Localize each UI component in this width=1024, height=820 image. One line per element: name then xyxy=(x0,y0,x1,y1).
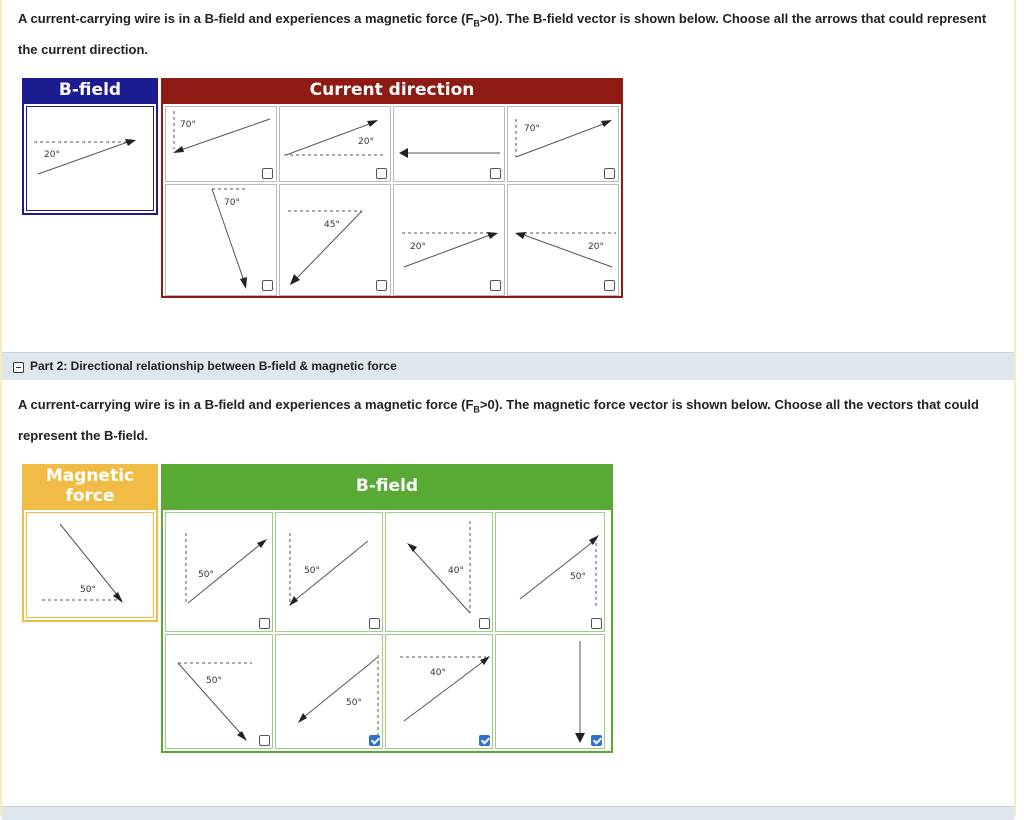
bfield-option-5[interactable] xyxy=(165,634,273,749)
current-option-6[interactable] xyxy=(279,184,391,296)
bfield-header: B-field xyxy=(22,78,158,102)
current-options-grid xyxy=(161,102,623,298)
current-option-1[interactable] xyxy=(165,106,277,182)
current-option-8[interactable] xyxy=(507,184,619,296)
current-option-5[interactable] xyxy=(165,184,277,296)
part1-question: A current-carrying wire is in a B-field and experiences a magnetic force $(F_B>0)$. The B-field vector is shown below. Choose all the arrows that could represent the current direction. xyxy=(18,11,987,57)
magnetic-force-header: Magnetic force xyxy=(22,464,158,508)
part2-section-bar[interactable] xyxy=(2,352,1014,380)
current-option-1-checkbox[interactable] xyxy=(262,168,273,179)
bfield-option-4-checkbox[interactable] xyxy=(591,618,602,629)
current-option-4[interactable] xyxy=(507,106,619,182)
bfield-option-6-checkbox[interactable] xyxy=(369,735,380,746)
force-given-arrow xyxy=(24,510,156,620)
current-option-1-angle: 70° xyxy=(180,120,196,130)
current-option-8-angle: 20° xyxy=(588,242,604,252)
force-given-angle: 50° xyxy=(80,585,96,595)
current-option-7[interactable] xyxy=(393,184,505,296)
bfield-option-1-checkbox[interactable] xyxy=(259,618,270,629)
bfield-option-5-angle: 50° xyxy=(206,676,222,686)
bfield-option-8[interactable] xyxy=(495,634,605,749)
bfield-option-6[interactable] xyxy=(275,634,383,749)
bfield-given-arrow xyxy=(24,104,156,213)
bfield-option-3-checkbox[interactable] xyxy=(479,618,490,629)
current-option-7-checkbox[interactable] xyxy=(490,280,501,291)
current-option-2-checkbox[interactable] xyxy=(376,168,387,179)
current-option-6-checkbox[interactable] xyxy=(376,280,387,291)
bfield-option-2-angle: 50° xyxy=(304,566,320,576)
bfield-option-7-angle: 40° xyxy=(430,668,446,678)
current-direction-header: Current direction xyxy=(161,78,623,102)
part3-section-bar[interactable] xyxy=(2,806,1014,820)
current-option-5-checkbox[interactable] xyxy=(262,280,273,291)
bfield-option-8-checkbox[interactable] xyxy=(591,735,602,746)
bfield-option-1[interactable] xyxy=(165,512,273,632)
bfield-option-6-angle: 50° xyxy=(346,698,362,708)
current-option-4-angle: 70° xyxy=(524,124,540,134)
bfield-given-panel xyxy=(22,102,158,215)
bfield-option-7[interactable] xyxy=(385,634,493,749)
bfield-option-7-checkbox[interactable] xyxy=(479,735,490,746)
current-option-3-checkbox[interactable] xyxy=(490,168,501,179)
current-option-8-checkbox[interactable] xyxy=(604,280,615,291)
bfield-option-3[interactable] xyxy=(385,512,493,632)
bfield-option-4-angle: 50° xyxy=(570,572,586,582)
part2-question: A current-carrying wire is in a B-field and experiences a magnetic force $(F_B>0)$. The magnetic force vector is shown below. Choose all the vectors that could represent the B-field. xyxy=(18,397,979,443)
bfield-option-2-checkbox[interactable] xyxy=(369,618,380,629)
bfield-options-header: B-field xyxy=(161,464,613,508)
bfield-given-angle: 20° xyxy=(44,150,60,160)
current-option-2-angle: 20° xyxy=(358,137,374,147)
current-option-5-angle: 70° xyxy=(224,198,240,208)
current-option-2[interactable] xyxy=(279,106,391,182)
part2-title: Part 2: Directional relationship between B-field & magnetic force xyxy=(30,359,397,373)
collapse-icon[interactable] xyxy=(13,362,24,373)
current-option-3[interactable] xyxy=(393,106,505,182)
current-option-6-angle: 45° xyxy=(324,220,340,230)
bfield-option-3-angle: 40° xyxy=(448,566,464,576)
bfield-option-5-checkbox[interactable] xyxy=(259,735,270,746)
bfield-option-4[interactable] xyxy=(495,512,605,632)
bfield-option-2[interactable] xyxy=(275,512,383,632)
force-given-panel xyxy=(22,508,158,622)
current-option-7-angle: 20° xyxy=(410,242,426,252)
bfield-options-grid xyxy=(161,508,613,753)
bfield-option-1-angle: 50° xyxy=(198,570,214,580)
current-option-4-checkbox[interactable] xyxy=(604,168,615,179)
